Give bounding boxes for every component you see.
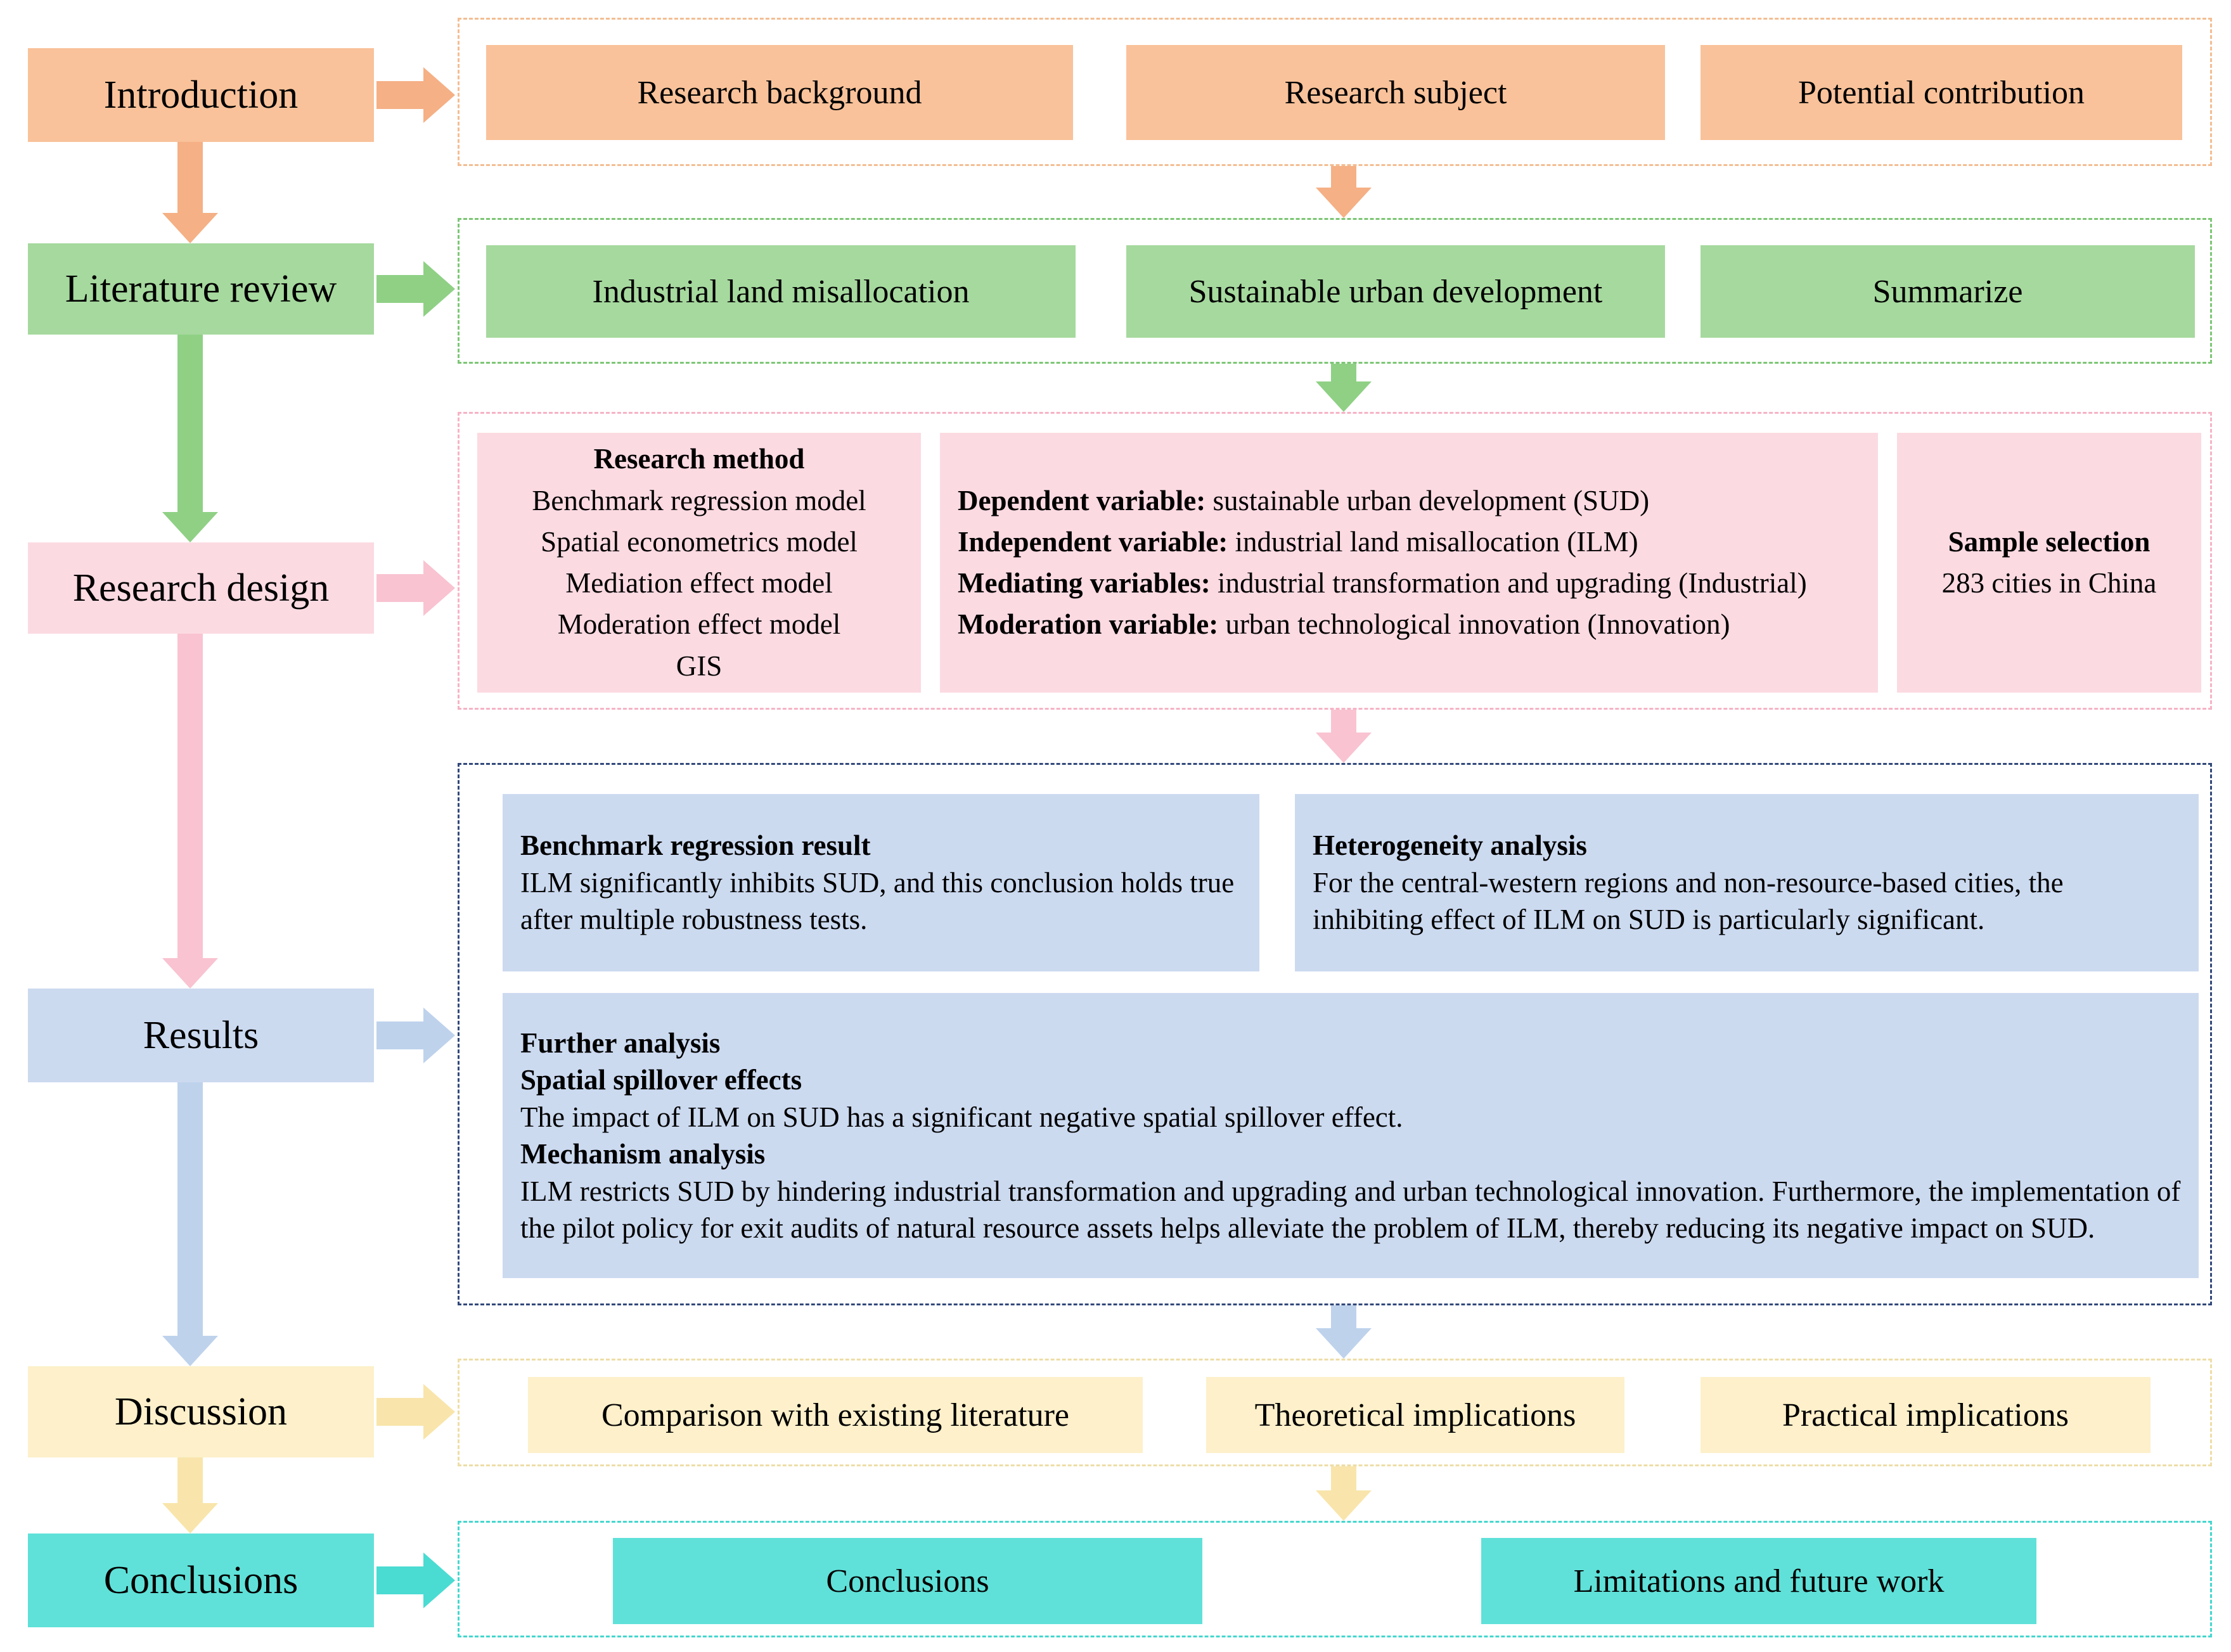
box-research-method: [477, 433, 921, 693]
research-method-line: Mediation effect model: [565, 567, 833, 599]
research-method-line: Moderation effect model: [557, 608, 841, 641]
box-comparison-existing-literature: Comparison with existing literature: [528, 1377, 1143, 1453]
box-heterogeneity-analysis: [1295, 794, 2199, 971]
heterogeneity-desc: For the central-western regions and non-resource-based cities, the inhibiting effect of ILM on SUD is particularly significant.: [1313, 866, 2064, 936]
arrow-down-discussion-panel: [1316, 1466, 1372, 1521]
stage-results: Results: [28, 989, 374, 1082]
arrow-down-literature-to-research-design: [162, 335, 218, 542]
box-potential-contribution: Potential contribution: [1701, 45, 2182, 140]
arrow-right-research-design: [376, 560, 455, 616]
stage-research-design: Research design: [28, 542, 374, 634]
sample-selection-title: Sample selection: [1948, 525, 2151, 558]
variable-line: Independent variable: industrial land misallocation (ILM): [958, 525, 1638, 558]
box-theoretical-implications: Theoretical implications: [1206, 1377, 1624, 1453]
stage-discussion: Discussion: [28, 1366, 374, 1457]
spatial-spillover-desc: The impact of ILM on SUD has a significant negative spatial spillover effect.: [520, 1101, 1403, 1133]
box-summarize: Summarize: [1701, 245, 2195, 338]
spatial-spillover-title: Spatial spillover effects: [520, 1064, 802, 1096]
arrow-down-results-to-discussion: [162, 1082, 218, 1366]
box-practical-implications: Practical implications: [1701, 1377, 2151, 1453]
box-research-background: Research background: [486, 45, 1073, 140]
box-conclusions: Conclusions: [613, 1538, 1202, 1624]
arrow-down-research-design-panel: [1316, 710, 1372, 763]
arrow-right-discussion: [376, 1384, 455, 1440]
research-method-line: Spatial econometrics model: [541, 525, 858, 558]
variable-line: Moderation variable: urban technological innovation (Innovation): [958, 608, 1730, 641]
research-method-line: GIS: [676, 650, 723, 682]
panel-results: [458, 763, 2212, 1305]
arrow-down-research-design-to-results: [162, 634, 218, 989]
research-method-line: Benchmark regression model: [532, 484, 866, 516]
arrow-down-discussion-to-conclusions: [162, 1457, 218, 1534]
box-sample-selection: [1897, 433, 2201, 693]
arrow-down-introduction-to-literature: [162, 142, 218, 243]
panel-conclusions: [458, 1521, 2212, 1637]
box-industrial-land-misallocation: Industrial land misallocation: [486, 245, 1076, 338]
box-benchmark-regression-result: [503, 794, 1259, 971]
stage-introduction: Introduction: [28, 48, 374, 142]
panel-literature-review: [458, 218, 2212, 364]
variable-line: Mediating variables: industrial transformation and upgrading (Industrial): [958, 567, 1807, 599]
further-analysis-title: Further analysis: [520, 1027, 721, 1059]
box-sustainable-urban-development: Sustainable urban development: [1126, 245, 1665, 338]
benchmark-desc: ILM significantly inhibits SUD, and this conclusion holds true after multiple robustness tests.: [520, 866, 1235, 936]
benchmark-title: Benchmark regression result: [520, 829, 871, 862]
arrow-down-introduction-panel: [1316, 166, 1372, 218]
arrow-right-introduction: [376, 67, 455, 123]
mechanism-analysis-title: Mechanism analysis: [520, 1138, 766, 1170]
research-method-title: Research method: [593, 443, 805, 475]
stage-literature-review: Literature review: [28, 243, 374, 335]
panel-introduction: [458, 18, 2212, 166]
arrow-down-literature-panel: [1316, 364, 1372, 412]
arrow-right-results: [376, 1008, 455, 1063]
box-research-subject: Research subject: [1126, 45, 1665, 140]
arrow-down-results-panel: [1316, 1305, 1372, 1359]
arrow-right-conclusions: [376, 1553, 455, 1608]
variable-line: Dependent variable: sustainable urban development (SUD): [958, 484, 1650, 516]
arrow-right-literature-review: [376, 261, 455, 317]
box-limitations-future-work: Limitations and future work: [1481, 1538, 2036, 1624]
box-further-analysis: [503, 993, 2199, 1278]
box-variables: [940, 433, 1878, 693]
panel-research-design: [458, 412, 2212, 710]
heterogeneity-title: Heterogeneity analysis: [1313, 829, 1587, 862]
stage-conclusions: Conclusions: [28, 1534, 374, 1627]
sample-selection-desc: 283 cities in China: [1941, 567, 2157, 599]
panel-discussion: [458, 1359, 2212, 1466]
mechanism-analysis-desc: ILM restricts SUD by hindering industrial transformation and upgrading and urban technological innovation. Furthermore, the implementation of the pilot policy for exit audits of natural resource assets helps alleviate the problem of ILM, thereby reducing its negative impact on SUD.: [520, 1175, 2181, 1244]
